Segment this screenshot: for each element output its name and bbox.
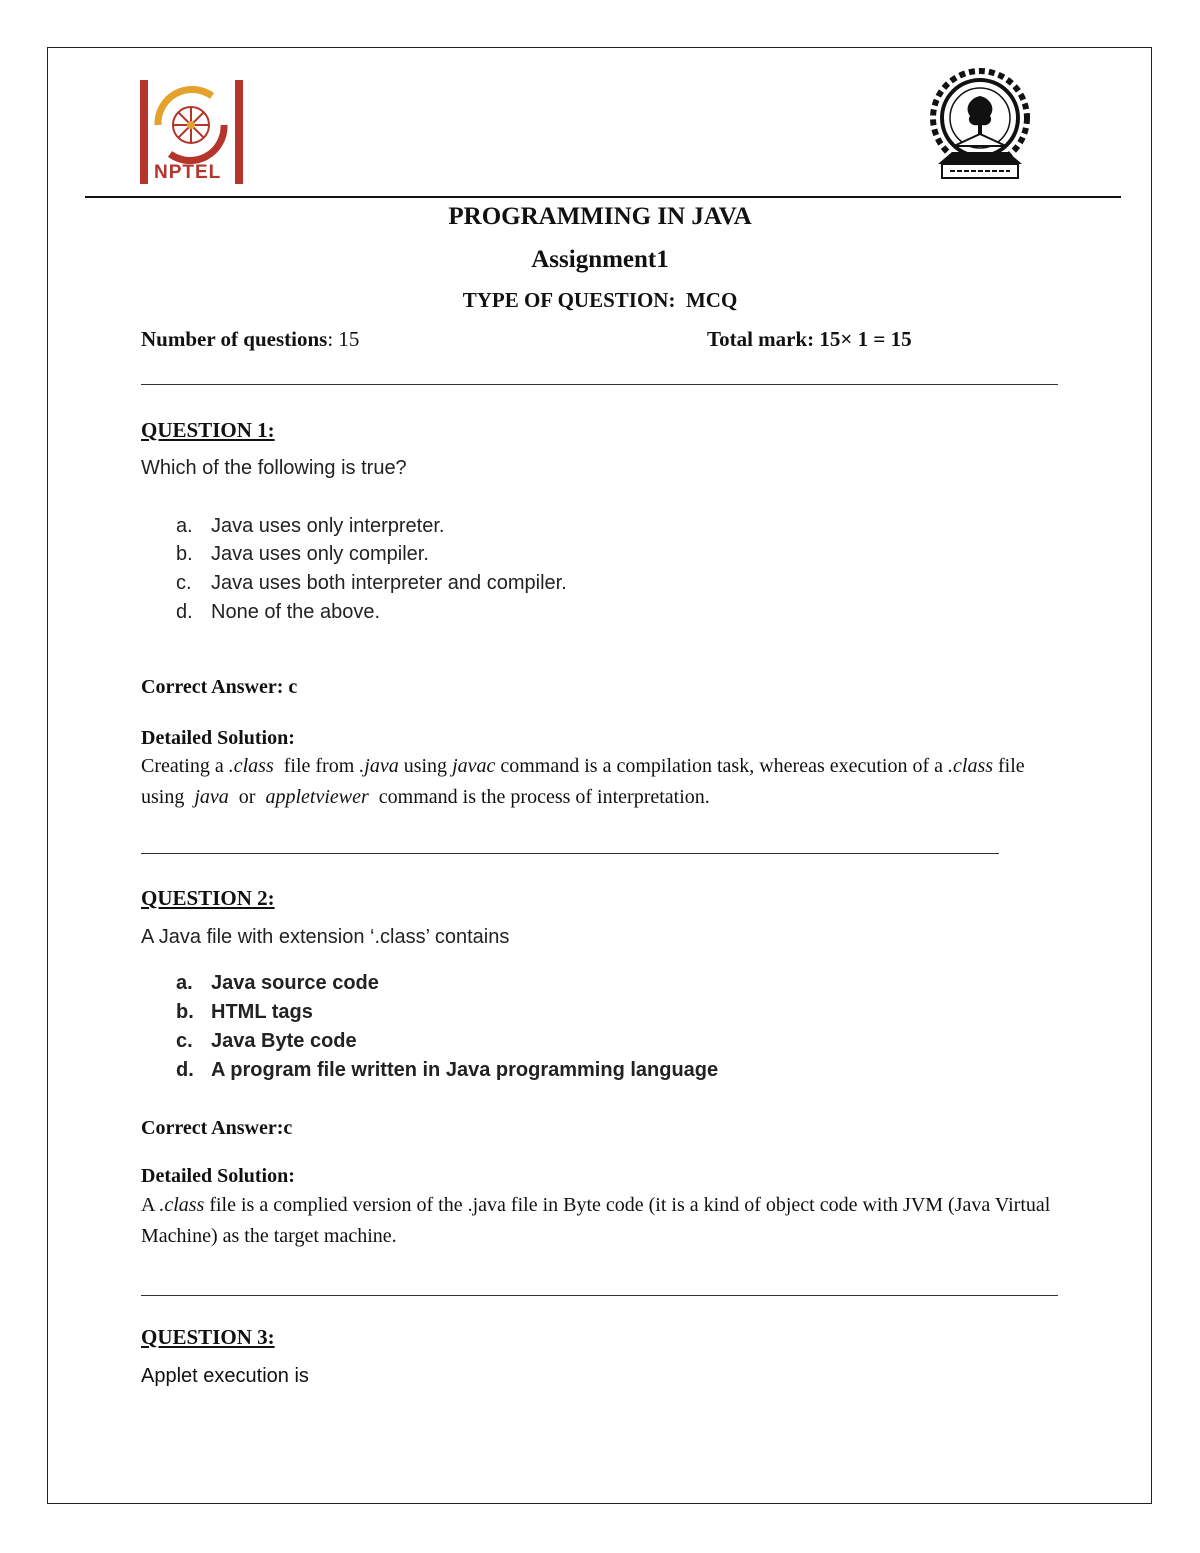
- question-text: Which of the following is true?: [141, 457, 407, 479]
- question-type: TYPE OF QUESTION: MCQ: [462, 288, 738, 312]
- number-of-questions-value: : 15: [327, 327, 360, 351]
- option-item: [176, 1030, 357, 1053]
- nptel-logo-text: NPTEL: [154, 162, 222, 183]
- option-letter: c.: [176, 572, 192, 594]
- question-heading: QUESTION 2:: [141, 886, 275, 910]
- option-letter: d.: [176, 1059, 194, 1081]
- solution-part: command is a compilation task, whereas execution of a: [495, 755, 949, 777]
- solution-part: file from: [273, 755, 360, 777]
- assignment-title: Assignment1: [531, 246, 669, 273]
- question-text: Applet execution is: [141, 1365, 309, 1387]
- solution-part: using: [398, 755, 453, 777]
- option-letter: a.: [176, 972, 193, 994]
- solution-label: Detailed Solution:: [141, 727, 295, 749]
- option-text: Java uses only interpreter.: [211, 515, 445, 537]
- solution-code: appletviewer: [265, 786, 369, 808]
- option-text: Java source code: [211, 972, 379, 994]
- solution-label: Detailed Solution:: [141, 1165, 295, 1187]
- option-text: Java uses only compiler.: [211, 543, 429, 565]
- solution-code: .class: [948, 755, 994, 777]
- option-text: None of the above.: [211, 601, 381, 623]
- option-letter: b.: [176, 1001, 194, 1023]
- option-item: [176, 1059, 718, 1082]
- solution-part: command is the process of interpretation.: [368, 786, 710, 808]
- option-item: [176, 972, 379, 995]
- option-item: [176, 601, 380, 624]
- solution-code: .java: [359, 755, 399, 777]
- option-text: Java uses both interpreter and compiler.: [211, 572, 567, 594]
- separator: [141, 384, 1058, 385]
- total-mark: Total mark: 15× 1 = 15: [707, 327, 912, 351]
- solution-part: A: [141, 1194, 160, 1216]
- solution-code: javac: [452, 755, 496, 777]
- option-item: [176, 543, 429, 566]
- separator: [141, 1295, 1058, 1296]
- option-letter: d.: [176, 601, 193, 623]
- header-rule: [85, 196, 1121, 198]
- option-letter: b.: [176, 543, 193, 565]
- option-letter: a.: [176, 515, 193, 537]
- solution-part: file using: [141, 755, 1030, 808]
- iit-emblem-icon: [930, 68, 1030, 184]
- solution-part: Creating a: [141, 755, 229, 777]
- correct-answer: Correct Answer: c: [141, 676, 298, 698]
- option-text: A program file written in Java programming language: [211, 1059, 719, 1081]
- correct-answer: Correct Answer:c: [141, 1117, 293, 1139]
- option-item: [176, 572, 567, 595]
- solution-text: [141, 751, 1061, 813]
- question-text: A Java file with extension ‘.class’ contains: [141, 926, 510, 948]
- iit-kharagpur-emblem: [930, 68, 1030, 184]
- nptel-logo: [140, 80, 243, 184]
- solution-part: file is a complied version of the .java file in Byte code (it is a kind of object code with JVM (Java Virtual Machine) as the target machine.: [141, 1194, 1056, 1247]
- question-heading: QUESTION 3:: [141, 1325, 275, 1349]
- solution-code: java: [194, 786, 229, 808]
- page-title: PROGRAMMING IN JAVA: [448, 203, 752, 230]
- number-of-questions-label: Number of questions: [141, 327, 328, 351]
- option-text: Java Byte code: [211, 1030, 357, 1052]
- number-of-questions: [141, 327, 359, 352]
- question-heading: QUESTION 1:: [141, 418, 275, 442]
- separator: [141, 853, 999, 854]
- option-item: [176, 515, 444, 538]
- option-item: [176, 1001, 313, 1024]
- solution-code: .class: [159, 1194, 205, 1216]
- option-text: HTML tags: [211, 1001, 313, 1023]
- solution-text: [141, 1190, 1061, 1252]
- solution-code: .class: [228, 755, 274, 777]
- solution-part: or: [228, 786, 266, 808]
- option-letter: c.: [176, 1030, 193, 1052]
